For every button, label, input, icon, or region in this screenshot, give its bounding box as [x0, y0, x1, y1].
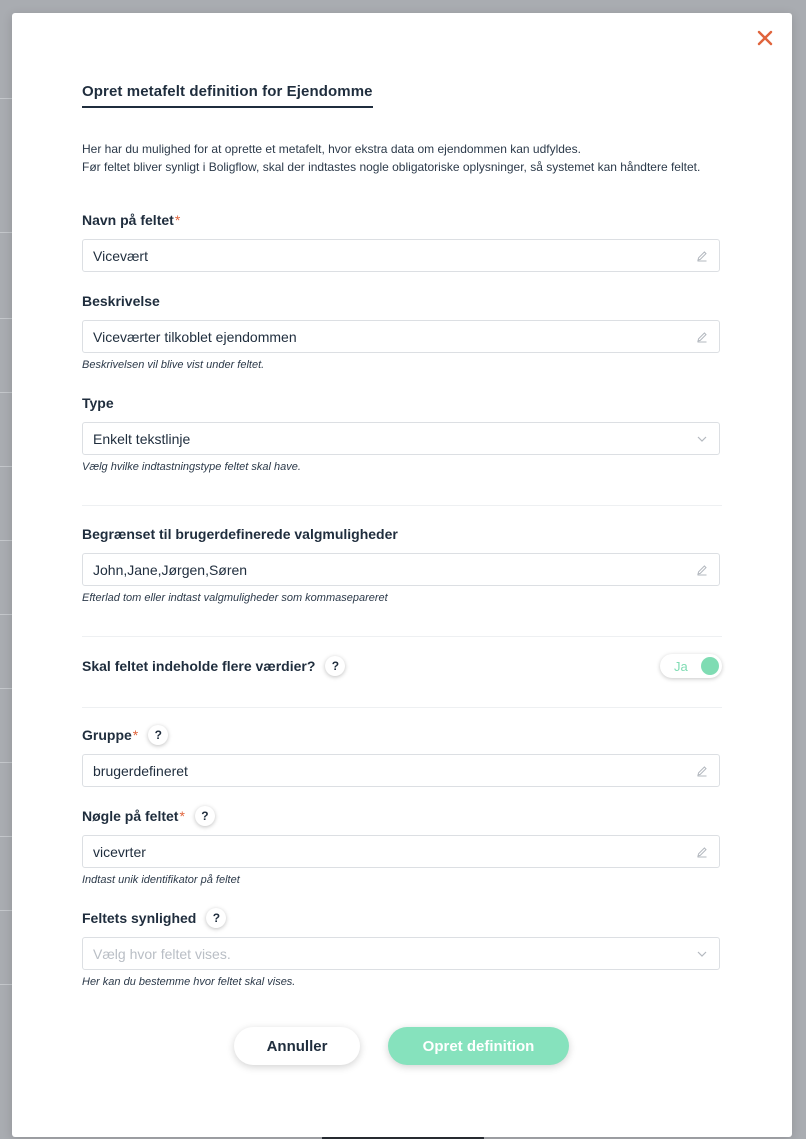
options-label-text: Begrænset til brugerdefinerede valgmuligheder	[82, 526, 398, 542]
options-label	[82, 526, 398, 542]
required-marker: *	[179, 808, 185, 824]
name-label-text: Navn på feltet	[82, 212, 174, 228]
options-input-value: John,Jane,Jørgen,Søren	[93, 561, 248, 578]
group-input[interactable]	[82, 754, 720, 787]
pencil-icon	[695, 563, 709, 577]
description-label	[82, 293, 160, 309]
type-select-value: Enkelt tekstlinje	[93, 430, 191, 447]
background-line	[0, 392, 12, 393]
description-label-text: Beskrivelse	[82, 293, 160, 309]
name-input-value: Vicevært	[93, 247, 148, 264]
toggle-knob	[701, 657, 719, 675]
required-marker: *	[132, 727, 139, 743]
type-select[interactable]	[82, 422, 720, 455]
pencil-icon	[695, 764, 709, 778]
group-label	[82, 725, 168, 745]
key-hint: Indtast unik identifikator på feltet	[82, 874, 240, 886]
background-line	[0, 540, 12, 541]
close-button[interactable]	[754, 27, 776, 49]
type-label	[82, 395, 114, 411]
background-line	[0, 318, 12, 319]
visibility-select-placeholder: Vælg hvor feltet vises.	[93, 945, 231, 962]
chevron-down-icon	[695, 947, 709, 961]
group-input-value: brugerdefineret	[93, 762, 188, 779]
intro-line: Før feltet bliver synligt i Boligflow, skal der indtastes nogle obligatoriske oplysninger, så systemet kan håndtere feltet.	[82, 160, 701, 174]
pencil-icon	[695, 330, 709, 344]
background-line	[0, 98, 12, 99]
background-line	[0, 232, 12, 233]
description-input[interactable]	[82, 320, 720, 353]
options-hint: Efterlad tom eller indtast valgmuligheder som kommasepareret	[82, 592, 388, 604]
intro-line: Her har du mulighed for at oprette et metafelt, hvor ekstra data om ejendommen kan udfyldes.	[82, 142, 581, 156]
options-input[interactable]	[82, 553, 720, 586]
metafield-dialog	[12, 13, 792, 1137]
group-label-text: Gruppe	[82, 727, 132, 743]
dialog-title: Opret metafelt definition for Ejendomme	[82, 83, 373, 108]
description-hint: Beskrivelsen vil blive vist under feltet.	[82, 359, 265, 371]
required-marker: *	[174, 212, 181, 228]
type-hint: Vælg hvilke indtastningstype feltet skal have.	[82, 461, 301, 473]
key-label-text: Nøgle på feltet	[82, 808, 179, 824]
description-input-value: Viceværter tilkoblet ejendommen	[93, 328, 297, 345]
multiple-values-label	[82, 656, 345, 676]
help-button[interactable]: ?	[325, 656, 345, 676]
background-line	[0, 762, 12, 763]
close-icon	[754, 27, 776, 49]
background-line	[0, 910, 12, 911]
help-button[interactable]: ?	[148, 725, 168, 745]
visibility-select[interactable]	[82, 937, 720, 970]
dialog-intro	[82, 140, 732, 176]
visibility-hint: Her kan du bestemme hvor feltet skal vises.	[82, 976, 296, 988]
background-line	[0, 688, 12, 689]
key-input[interactable]	[82, 835, 720, 868]
pencil-icon	[695, 845, 709, 859]
help-button[interactable]: ?	[206, 908, 226, 928]
create-definition-button[interactable]: Opret definition	[388, 1027, 569, 1065]
pencil-icon	[695, 249, 709, 263]
background-line	[0, 466, 12, 467]
multiple-values-toggle[interactable]	[660, 654, 722, 678]
help-button[interactable]: ?	[195, 806, 215, 826]
chevron-down-icon	[695, 432, 709, 446]
section-divider	[82, 636, 722, 637]
visibility-label	[82, 908, 226, 928]
key-label	[82, 806, 215, 826]
section-divider	[82, 505, 722, 506]
background-line	[0, 836, 12, 837]
key-input-value: vicevrter	[93, 843, 146, 860]
name-label	[82, 212, 180, 228]
name-input[interactable]	[82, 239, 720, 272]
background-line	[0, 984, 12, 985]
type-label-text: Type	[82, 395, 114, 411]
background-line	[0, 614, 12, 615]
visibility-label-text: Feltets synlighed	[82, 910, 197, 926]
section-divider	[82, 707, 722, 708]
cancel-button[interactable]: Annuller	[234, 1027, 360, 1065]
multiple-values-label-text: Skal feltet indeholde flere værdier?	[82, 658, 316, 674]
toggle-label: Ja	[674, 658, 688, 674]
